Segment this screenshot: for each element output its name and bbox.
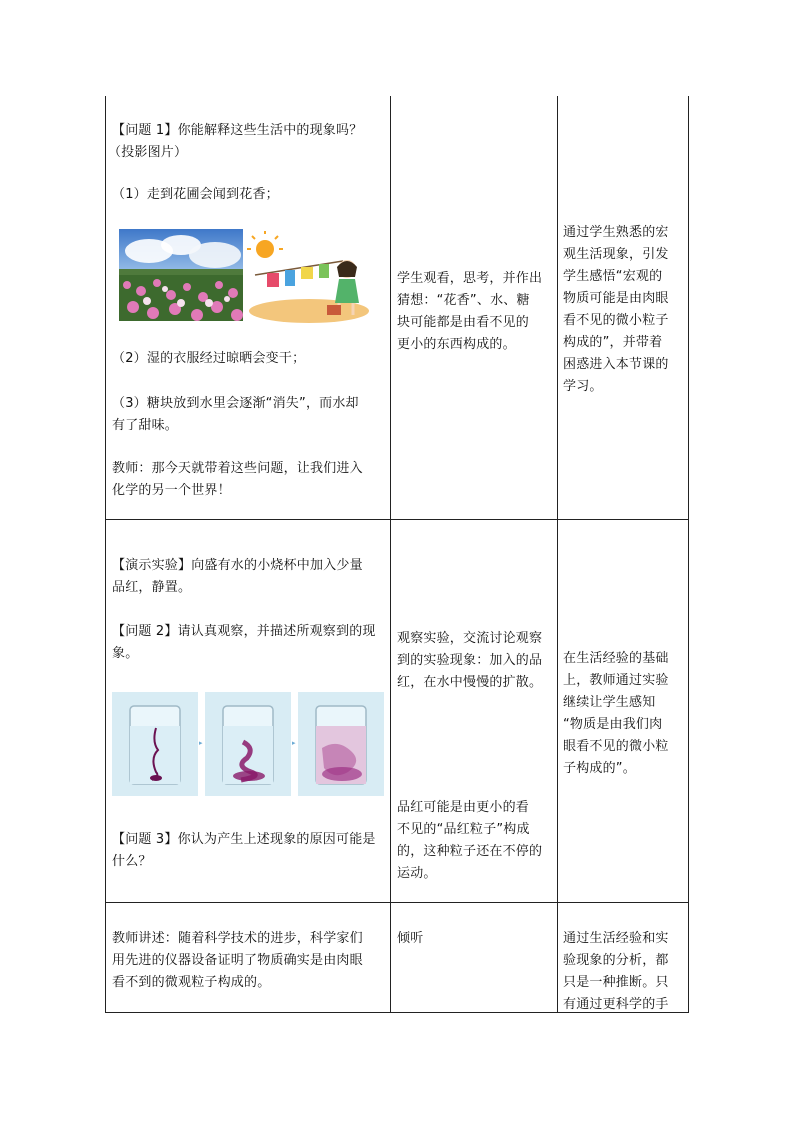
teacher-intro-line2: 化学的另一个世界！	[112, 483, 231, 498]
teacher-lecture-line1: 教师讲述：随着科学技术的进步，科学家们	[112, 931, 363, 946]
student-activity-1-line2: 猜想：“花香”、水、糖	[397, 293, 530, 308]
phenomenon-3-line1: （3）糖块放到水里会逐渐“消失”，而水却	[112, 396, 359, 411]
design-intent-2-line2: 上，教师通过实验	[563, 673, 669, 688]
beaker-dye-stage3	[298, 692, 384, 796]
design-intent-1-line8: 学习。	[563, 379, 603, 394]
student-activity-1-line3: 块可能都是由看不见的	[397, 315, 530, 330]
student-activity-3: 倾听	[397, 931, 424, 946]
design-intent-2-line5: 眼看不见的微小粒	[563, 739, 669, 754]
arrow-right-icon-2: ▸	[292, 739, 296, 747]
flower-field-photo-svg	[119, 229, 243, 321]
design-intent-1-line3: 学生感悟“宏观的	[563, 269, 663, 284]
table-border-col2	[390, 96, 391, 1013]
question-2-line2: 象。	[112, 646, 139, 661]
design-intent-1-line7: 困惑进入本节课的	[563, 357, 669, 372]
flower-field-photo	[119, 229, 243, 321]
beaker-dye-stage2	[205, 692, 291, 796]
design-intent-1-line4: 物质可能是由肉眼	[563, 291, 669, 306]
question-3-line2: 什么？	[112, 854, 152, 869]
design-intent-2-line4: “物质是由我们肉	[563, 717, 663, 732]
beaker-dye-stage3-svg	[298, 692, 384, 796]
question-1-text: 【问题 1】你能解释这些生活中的现象吗？	[112, 123, 363, 138]
teacher-intro-line1: 教师：那今天就带着这些问题，让我们进入	[112, 461, 363, 476]
cartoon-girl-drying-clothes	[247, 231, 372, 323]
design-intent-3-line1: 通过生活经验和实	[563, 931, 669, 946]
design-intent-1-line1: 通过学生熟悉的宏	[563, 225, 669, 240]
table-border-bottom	[105, 1012, 689, 1013]
arrow-right-icon: ▸	[199, 739, 203, 747]
phenomenon-2: （2）湿的衣服经过晾晒会变干；	[112, 351, 306, 366]
design-intent-3-line2: 验现象的分析，都	[563, 953, 669, 968]
student-activity-1-line4: 更小的东西构成的。	[397, 337, 516, 352]
design-intent-2-line3: 继续让学生感知	[563, 695, 656, 710]
demo-experiment-line1: 【演示实验】向盛有水的小烧杯中加入少量	[112, 558, 363, 573]
design-intent-2-line6: 子构成的”。	[563, 761, 636, 776]
demo-experiment-line2: 品红，静置。	[112, 580, 192, 595]
student-activity-2b-line2: 不见的“品红粒子”构成	[397, 822, 530, 837]
design-intent-3-line4: 有通过更科学的手	[563, 997, 669, 1012]
student-activity-2a-line2: 到的实验现象：加入的品	[397, 653, 543, 668]
student-activity-2a-line3: 红，在水中慢慢的扩散。	[397, 675, 543, 690]
question-3-line1: 【问题 3】你认为产生上述现象的原因可能是	[112, 832, 376, 847]
table-border-left	[105, 96, 106, 1013]
beaker-dye-stage2-svg	[205, 692, 291, 796]
student-activity-2b-line1: 品红可能是由更小的看	[397, 800, 530, 815]
phenomenon-1: （1）走到花圃会闻到花香；	[112, 187, 279, 202]
row-divider-2	[105, 902, 689, 903]
cartoon-girl-drying-clothes-svg	[247, 231, 372, 323]
question-2-line1: 【问题 2】请认真观察，并描述所观察到的现	[112, 624, 376, 639]
beaker-dye-stage1	[112, 692, 198, 796]
design-intent-1-line6: 构成的”，并带着	[563, 335, 663, 350]
design-intent-1-line5: 看不见的微小粒子	[563, 313, 669, 328]
table-border-right	[688, 96, 689, 1013]
student-activity-1-line1: 学生观看，思考，并作出	[397, 271, 543, 286]
student-activity-2a-line1: 观察实验，交流讨论观察	[397, 631, 543, 646]
question-1-note: （投影图片）	[108, 145, 188, 160]
table-border-col3	[557, 96, 558, 1013]
teacher-lecture-line3: 看不到的微观粒子构成的。	[112, 975, 271, 990]
student-activity-2b-line3: 的，这种粒子还在不停的	[397, 844, 543, 859]
design-intent-3-line3: 只是一种推断。只	[563, 975, 669, 990]
design-intent-1-line2: 观生活现象，引发	[563, 247, 669, 262]
design-intent-2-line1: 在生活经验的基础	[563, 651, 669, 666]
phenomenon-3-line2: 有了甜味。	[112, 418, 179, 433]
student-activity-2b-line4: 运动。	[397, 866, 437, 881]
row-divider-1	[105, 519, 689, 520]
teacher-lecture-line2: 用先进的仪器设备证明了物质确实是由肉眼	[112, 953, 363, 968]
beaker-dye-stage1-svg	[112, 692, 198, 796]
